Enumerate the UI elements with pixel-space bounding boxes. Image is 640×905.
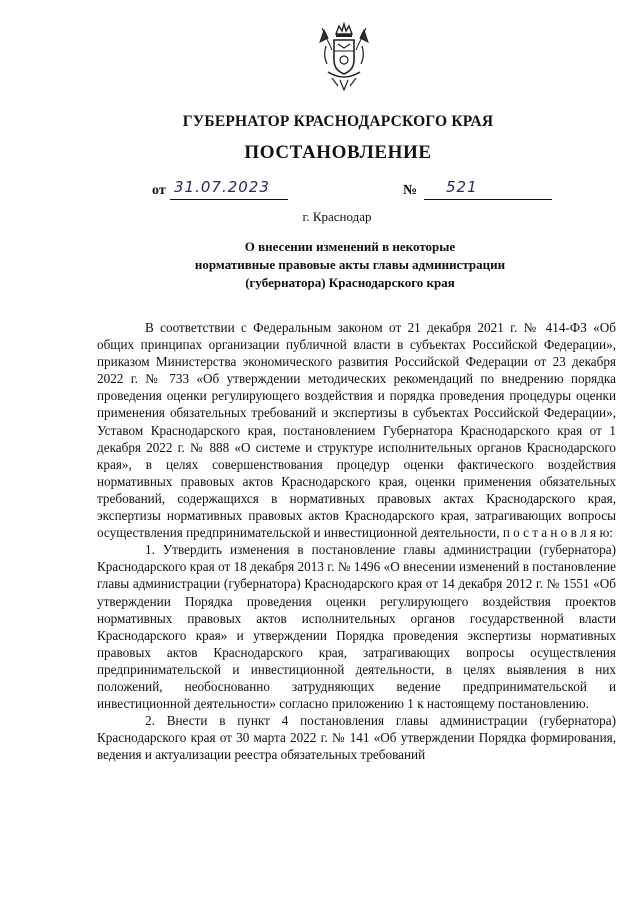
clause-1-paragraph: 1. Утвердить изменения в постановление главы администрации (губернатора) Краснодарского края от 18 декабря 2013 г. № 1496 «О внесении изменений в постановление главы администрации (губернатора) Краснодарского края от 14 декабря 2012 г. № 1551 «Об утверждении Порядка проведения оценки регулирующего воздействия проектов нормативных правовых актов исполнительных органов государственной власти Краснодарского края» и утверждении Порядка проведения экспертизы нормативных правовых актов Краснодарского края, затрагивающих вопросы осуществления предпринимательской и инвестиционной деятельности, в целях выявления в них положений, необоснованно затрудняющих ведение предпринимательской и инвестиционной деятельности» согласно приложению 1 к настоящему постановлению.	[97, 542, 616, 712]
date-number-row	[0, 178, 640, 203]
number-value: 521	[446, 178, 478, 196]
subject-line: О внесении изменений в некоторые	[244, 239, 456, 254]
date-underline	[170, 199, 288, 200]
clause-2-paragraph: 2. Внести в пункт 4 постановления главы администрации (губернатора) Краснодарского края от 30 марта 2022 г. № 141 «Об утверждении Порядка формирования, ведения и актуализации реестра обязательных требований	[97, 713, 616, 763]
preamble-paragraph: В соответствии с Федеральным законом от 21 декабря 2021 г. № 414-ФЗ «Об общих принципах организации публичной власти в субъектах Российской Федерации», приказом Министерства экономического развития Российской Федерации от 23 декабря 2022 г. № 733 «Об утверждении методических рекомендаций по внедрению порядка проведения оценки регулирующего воздействия и порядка проведения процедуры оценки применения обязательных требований и экспертизы в субъектах Российской Федерации», Уставом Краснодарского края, постановлением Губернатора Краснодарского края от 1 декабря 2022 г. № 888 «О системе и структуре исполнительных органов Краснодарского края», в целях совершенствования процедур оценки фактического воздействия нормативных правовых актов Краснодарского края, оценки применения обязательных требований, содержащихся в нормативных правовых актах Краснодарского края, экспертизы нормативных правовых актов Краснодарского края, затрагивающих вопросы осуществления предпринимательской и инвестиционной деятельности, п о с т а н о в л я ю:	[97, 320, 616, 541]
city: г. Краснодар	[302, 209, 372, 224]
coat-of-arms-icon	[318, 20, 370, 92]
document-type-title: ПОСТАНОВЛЕНИЕ	[244, 142, 432, 163]
subject-line: (губернатора) Краснодарского края	[245, 275, 455, 290]
date-label: от	[152, 183, 166, 198]
subject-line: нормативные правовые акты главы администрации	[194, 257, 506, 272]
issuing-authority: ГУБЕРНАТОР КРАСНОДАРСКОГО КРАЯ	[182, 113, 494, 130]
document-subject	[140, 238, 560, 292]
date-value: 31.07.2023	[174, 178, 270, 196]
number-label: №	[403, 183, 418, 198]
document-body	[97, 319, 616, 763]
number-underline	[424, 199, 552, 200]
